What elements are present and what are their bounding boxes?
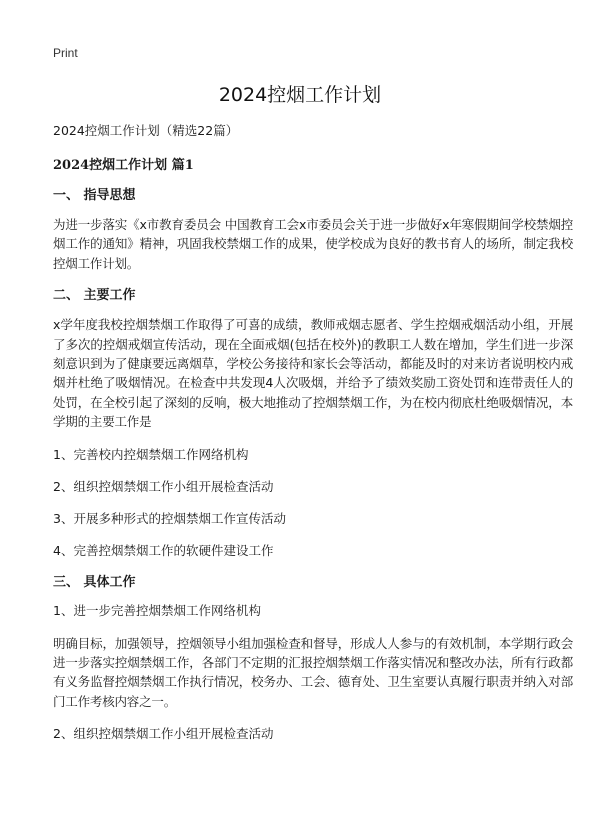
document-subtitle: 2024控烟工作计划（精选22篇）	[53, 123, 239, 138]
subheading-inspection: 2、组织控烟禁烟工作小组开展检查活动	[53, 726, 274, 742]
paragraph-specific-work: 明确目标，加强领导，控烟领导小组加强检查和督导，形成人人参与的有效机制，本学期行政会进一步落实控烟禁烟工作，各部门不定期的汇报控烟禁烟工作落实情况和整改办法，所有行政都有义务监督控烟禁烟工作执行情况，校务办、工会、德育处、卫生室要认真履行职责并纳入对部门工作考核内容之一。	[53, 635, 573, 709]
list-item: 3、开展多种形式的控烟禁烟工作宣传活动	[53, 510, 286, 526]
section-heading-specific-work: 三、 具体工作	[53, 574, 136, 590]
subheading-network: 1、进一步完善控烟禁烟工作网络机构	[53, 602, 261, 618]
paragraph-main-work: x学年度我校控烟禁烟工作取得了可喜的成绩，教师戒烟志愿者、学生控烟戒烟活动小组，开展了多次的控烟戒烟宣传活动，现在全面戒烟(包括在校外)的教职工人数在增加，学生们进一步深刻意识到为了健康要远离烟草，学校公务接待和家长会等活动，都能及时的对来访者说明校内戒烟并杜绝了吸烟情况。在检查中共发现4人次吸烟，并给予了绩效奖励工资处罚和连带责任人的处罚，在全校引起了深刻的反响，极大地推动了控烟禁烟工作，为在校内彻底杜绝吸烟情况，本学期的主要工作是	[53, 317, 573, 430]
section-heading-main-work: 二、 主要工作	[53, 288, 136, 304]
paragraph-guiding-thought: 为进一步落实《x市教育委员会 中国教育工会x市委员会关于进一步做好x年寒假期间学校禁烟控烟工作的通知》精神，巩固我校禁烟工作的成果，使学校成为良好的教书育人的场所，制定我校控烟工作计划。	[53, 217, 573, 271]
article-title: 2024控烟工作计划 篇1	[53, 158, 194, 173]
list-item: 4、完善控烟禁烟工作的软硬件建设工作	[53, 542, 274, 558]
print-link[interactable]: Print	[53, 46, 78, 60]
list-item: 2、组织控烟禁烟工作小组开展检查活动	[53, 478, 274, 494]
list-item: 1、完善校内控烟禁烟工作网络机构	[53, 446, 249, 462]
section-heading-guiding-thought: 一、 指导思想	[53, 188, 136, 203]
page-title: 2024控烟工作计划	[218, 84, 382, 106]
document-body	[53, 122, 573, 757]
